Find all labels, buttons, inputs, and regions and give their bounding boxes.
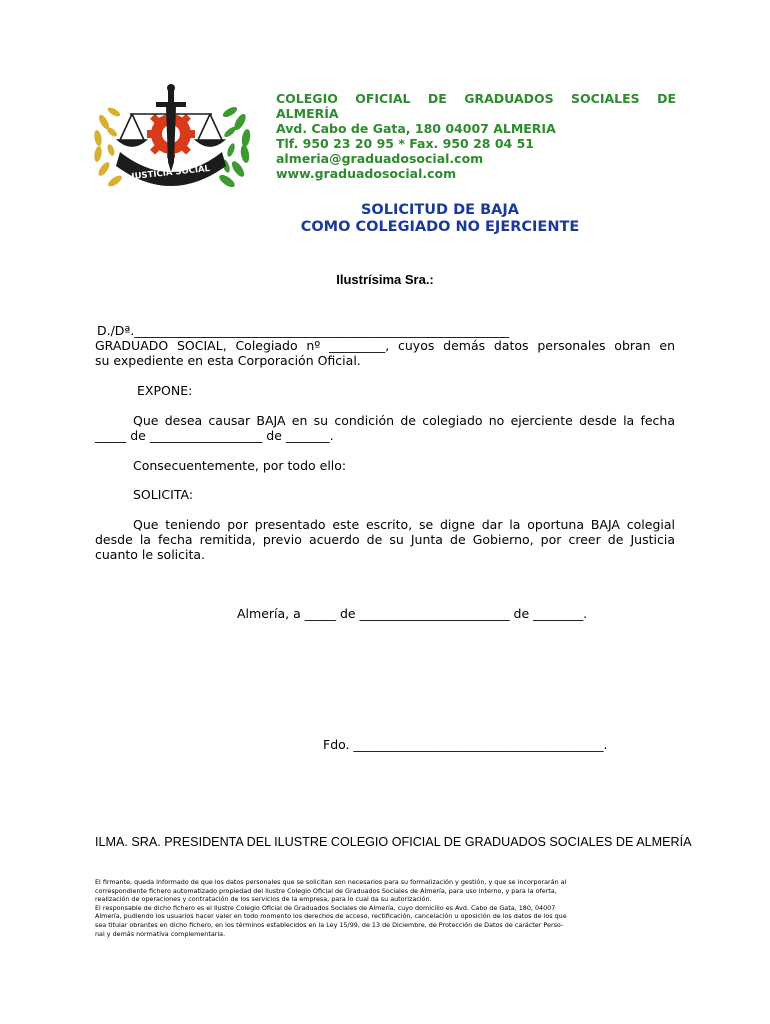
header-phone: Tlf. 950 23 20 95 * Fax. 950 28 04 51 [276,136,534,151]
header-line: COLEGIO OFICIAL DE GRADUADOS SOCIALES DE [276,91,676,106]
intro-line: su expediente en esta Corporación Oficial. [95,353,361,368]
privacy-notice [95,878,675,938]
addressee: ILMA. SRA. PRESIDENTA DEL ILUSTRE COLEGIO OFICIAL DE GRADUADOS SOCIALES DE ALMERÍA [95,835,692,849]
privacy-line: nal y demás normativa complementaria. [95,929,226,938]
header-block [276,91,676,181]
solicita-label: SOLICITA: [133,487,194,502]
wheat-icon [93,106,123,189]
privacy-line: El responsable de dicho fichero es el Ilustre Colegio Oficial de Graduados Sociales de Almería, cuyo domicilio es Avd. Cabo de Gata, 180, 04007 [95,903,556,912]
header-email: almeria@graduadosocial.com [276,151,484,166]
colegio-logo [90,82,252,200]
intro-line: GRADUADO SOCIAL, Colegiado nº _________, cuyos demás datos personales obran en [95,338,675,353]
dd-line: D./Dª.____________________________________________________________ [97,323,510,338]
privacy-line: El firmante, queda informado de que los datos personales que se solicitan son necesarios para su formalización y gestión, y que se incorporarán al [95,878,567,886]
logo-label: JUSTICIA SOCIAL [131,163,211,183]
header-website: www.graduadosocial.com [276,166,457,181]
privacy-line: correspondiente fichero automatizado propiedad del Ilustre Colegio Oficial de Graduados Sociales de Almería, para uso interno, y para la oferta, [95,886,557,895]
date-line: Almería, a _____ de ________________________ de ________. [237,606,588,621]
solicita-text: Que teniendo por presentado este escrito, se digne dar la oportuna BAJA colegial [133,517,675,532]
expone-text: Que desea causar BAJA en su condición de colegiado no ejerciente desde la fecha [133,413,675,428]
salutation: Ilustrísima Sra.: [336,272,434,287]
privacy-line: sea titular obrantes en dicho fichero, en los términos establecidos en la Ley 15/99, de 13 de Diciembre, de Protección de Datos de carácter Perso- [95,920,564,929]
consecuentemente-text: Consecuentemente, por todo ello: [133,458,347,473]
header-line: ALMERÍA [276,106,339,121]
header-address: Avd. Cabo de Gata, 180 04007 ALMERIA [276,121,556,136]
document-subtitle: COMO COLEGIADO NO EJERCIENTE [300,219,580,235]
signature-line: Fdo. ________________________________________. [323,737,608,752]
laurel-icon [217,105,251,189]
privacy-line: Almería, pudiendo los usuarios hacer valer en todo momento los derechos de acceso, rectificación, cancelación u oposición de los datos de los que [95,912,567,921]
privacy-line: realización de operaciones y contratación de los servicios de la empresa, para lo cual da su autorización. [95,895,432,904]
document-title: SOLICITUD DE BAJA [360,202,520,218]
solicita-text: cuanto le solicita. [95,547,206,562]
expone-label: EXPONE: [137,383,193,398]
expone-date-line: _____ de __________________ de _______. [95,428,334,443]
solicita-text: desde la fecha remitida, previo acuerdo de su Junta de Gobierno, por creer de Justicia [95,532,675,547]
